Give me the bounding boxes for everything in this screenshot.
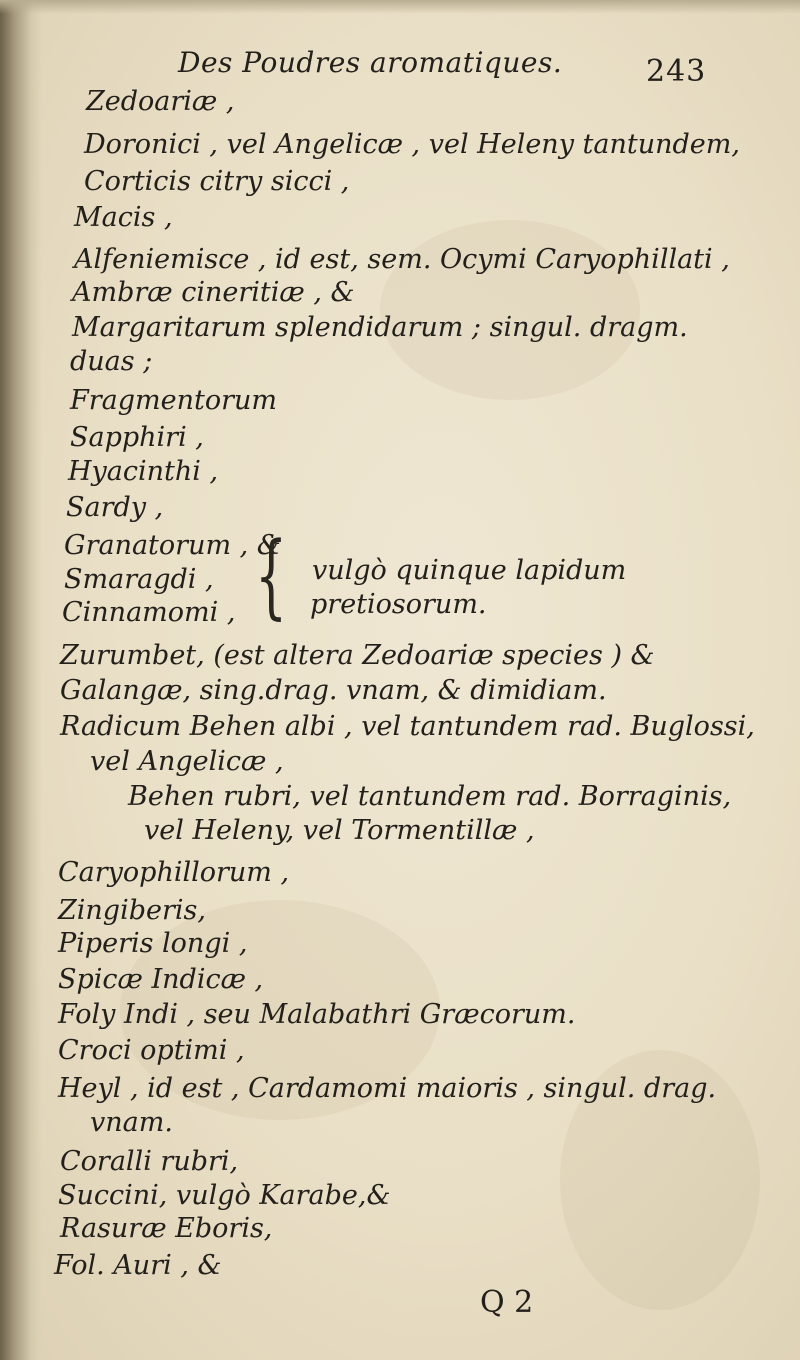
text-line: Coralli rubri, xyxy=(60,1146,239,1177)
page-gutter-shadow xyxy=(0,0,42,1360)
text-line: Sardy , xyxy=(66,492,164,523)
text-line: Granatorum , & xyxy=(64,530,281,561)
text-line: Zedoariæ , xyxy=(86,86,235,117)
text-line: Rasuræ Eboris, xyxy=(60,1213,273,1244)
text-line: vel Heleny, vel Tormentillæ , xyxy=(144,815,535,846)
signature-mark: Q 2 xyxy=(480,1285,534,1320)
text-line: Hyacinthi , xyxy=(68,456,219,487)
text-line: Ambræ cineritiæ , & xyxy=(72,277,355,308)
text-line: Succini, vulgò Karabe,& xyxy=(58,1180,391,1211)
text-line: Doronici , vel Angelicæ , vel Heleny tantundem, xyxy=(84,129,740,160)
text-line: Smaragdi , xyxy=(64,564,214,595)
text-line: Galangæ, sing.drag. vnam, & dimidiam. xyxy=(60,675,607,706)
page-top-edge xyxy=(0,0,800,14)
text-line: Piperis longi , xyxy=(58,928,248,959)
text-line: Fol. Auri , & xyxy=(54,1250,222,1281)
text-line: duas ; xyxy=(70,346,153,377)
text-line: Croci optimi , xyxy=(58,1035,245,1066)
text-line: Margaritarum splendidarum ; singul. dragm. xyxy=(72,312,688,343)
text-line: Caryophillorum , xyxy=(58,857,290,888)
text-line: Zingiberis, xyxy=(58,895,206,926)
text-line: Behen rubri, vel tantundem rad. Borraginis, xyxy=(128,781,732,812)
curly-brace-icon: { xyxy=(255,522,288,629)
text-line: Zurumbet, (est altera Zedoariæ species ) & xyxy=(60,640,655,671)
text-line: Foly Indi , seu Malabathri Græcorum. xyxy=(58,999,576,1030)
brace-annotation: pretiosorum. xyxy=(310,589,487,620)
text-line: Heyl , id est , Cardamomi maioris , singul. drag. xyxy=(58,1073,717,1104)
text-line: Corticis citry sicci , xyxy=(84,166,350,197)
page-number: 243 xyxy=(646,54,707,89)
text-line: Spicæ Indicæ , xyxy=(58,964,264,995)
text-line: Alfeniemisce , id est, sem. Ocymi Caryophillati , xyxy=(74,244,730,275)
text-line: vnam. xyxy=(90,1107,173,1138)
text-line: Cinnamomi , xyxy=(62,597,236,628)
text-line: Fragmentorum xyxy=(70,385,277,416)
brace-annotation: vulgò quinque lapidum xyxy=(312,555,627,586)
running-title: Des Poudres aromatiques. xyxy=(178,46,563,79)
text-line: Sapphiri , xyxy=(70,422,204,453)
text-line: vel Angelicæ , xyxy=(90,746,284,777)
text-line: Radicum Behen albi , vel tantundem rad. Buglossi, xyxy=(60,711,755,742)
text-line: Macis , xyxy=(74,202,173,233)
